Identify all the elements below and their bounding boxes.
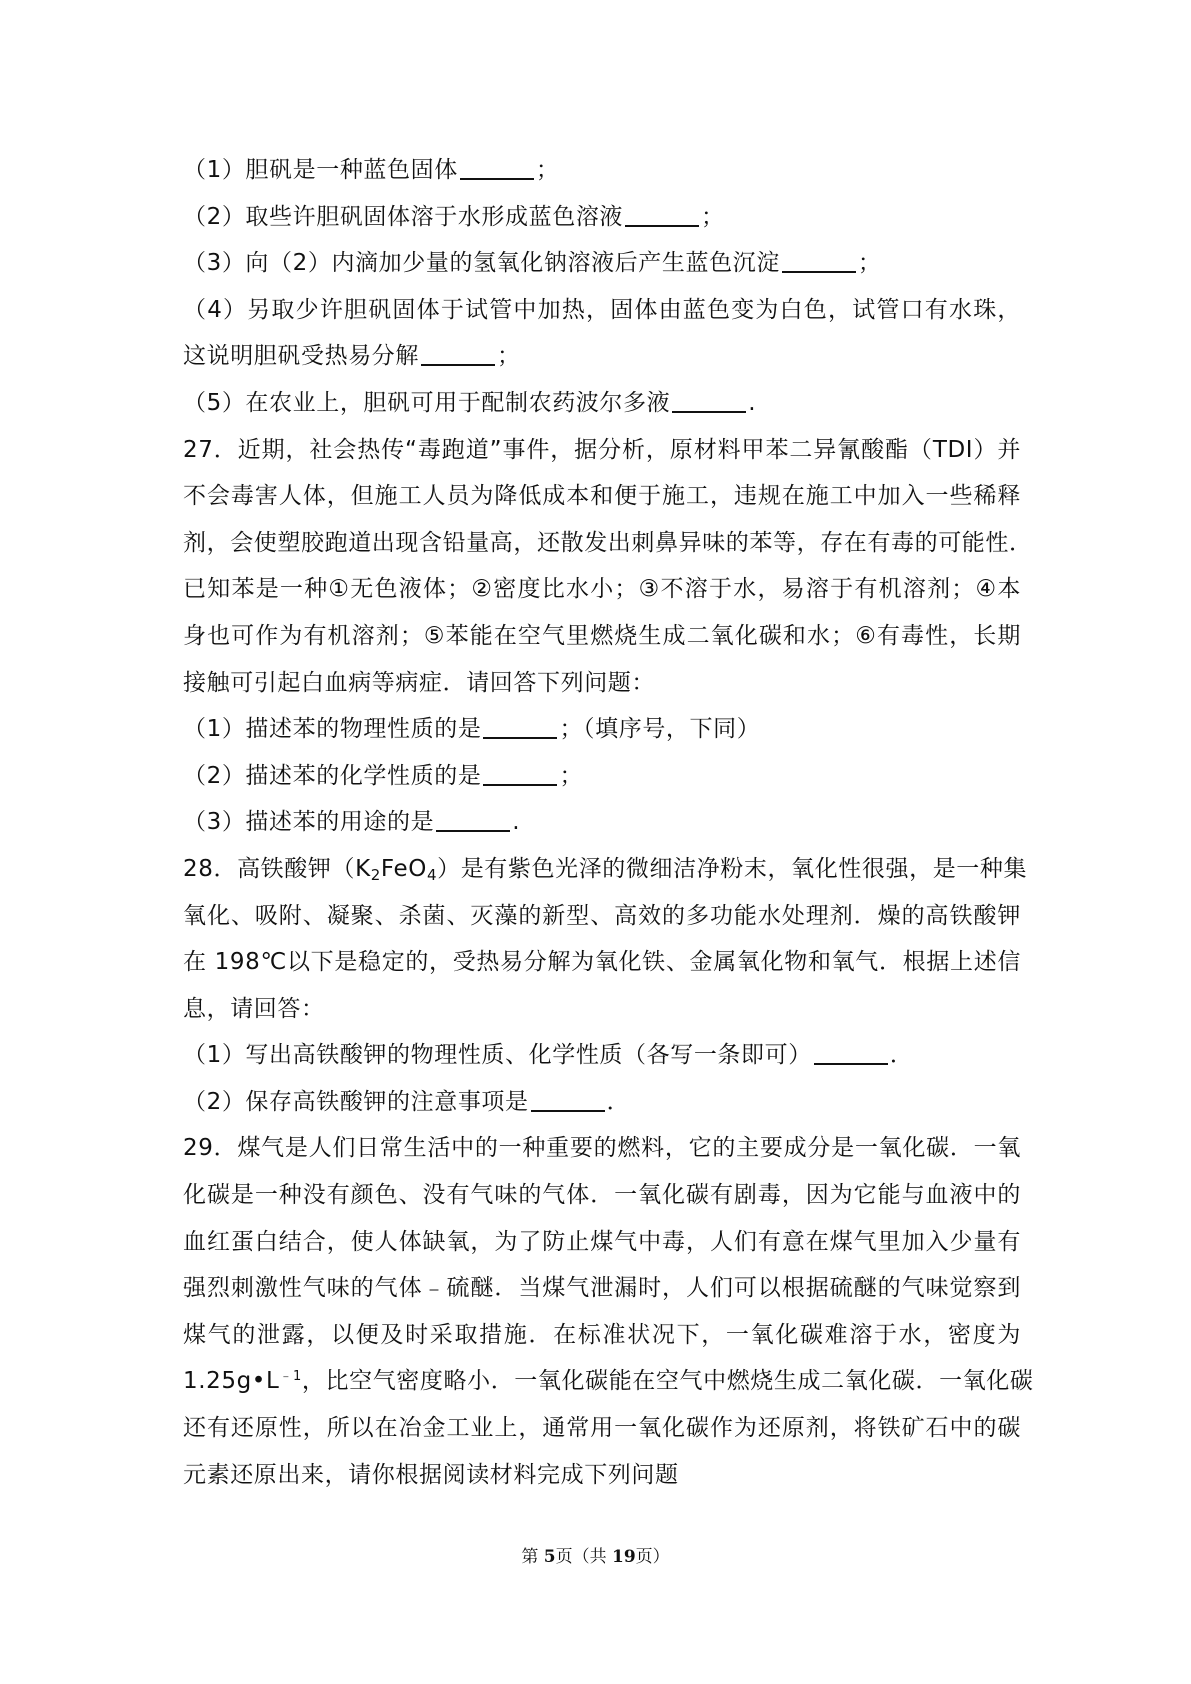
q26-item-1 (183, 147, 1021, 194)
text: ； (701, 203, 725, 230)
text: 页（共 (555, 1547, 612, 1567)
q27-stem-line: 身也可作为有机溶剂；⑤苯能在空气里燃烧生成二氧化碳和水；⑥有毒性，长期 (183, 622, 1021, 649)
q29-stem-line: 强烈刺激性气味的气体﹣硫醚．当煤气泄漏时，人们可以根据硫醚的气味觉察到 (183, 1275, 1021, 1302)
q28-stem-line: 在 198℃以下是稳定的，受热易分解为氧化铁、金属氧化物和氧气．根据上述信 (183, 949, 1021, 976)
text: ； (857, 250, 882, 277)
q27-stem-line: 不会毒害人体，但施工人员为降低成本和便于施工，违规在施工中加入一些稀释 (183, 483, 1021, 510)
text: ． (889, 1042, 914, 1069)
q26-item-3 (183, 240, 1021, 287)
q26-item-2 (183, 194, 1021, 241)
text: （2）描述苯的化学性质的是 (183, 762, 482, 789)
text: ． (606, 1088, 631, 1115)
answer-blank[interactable] (483, 715, 557, 739)
q26-item-4-line1: （4）另取少许胆矾固体于试管中加热，固体由蓝色变为白色，试管口有水珠， (183, 296, 1021, 323)
text: （1）写出高铁酸钾的物理性质、化学性质（各写一条即可） (183, 1042, 812, 1069)
text: . (512, 809, 521, 836)
q27-stem-line: 已知苯是一种①无色液体；②密度比水小；③不溶于水，易溶于有机溶剂；④本 (183, 576, 1021, 603)
q29-stem-line: 29．煤气是人们日常生活中的一种重要的燃料，它的主要成分是一氧化碳．一氧 (183, 1135, 1021, 1162)
text: （5）在农业上，胆矾可用于配制农药波尔多液 (183, 389, 671, 416)
subscript: 2 (370, 865, 381, 884)
answer-blank[interactable] (625, 203, 699, 227)
text: （2）取些许胆矾固体溶于水形成蓝色溶液 (183, 203, 624, 230)
text: 第 (521, 1547, 544, 1567)
text: 这说明胆矾受热易分解 (183, 343, 419, 370)
answer-blank[interactable] (782, 249, 856, 273)
q26-item-4-line2 (183, 333, 1021, 380)
q27-item-3 (183, 799, 1021, 846)
document-body (183, 147, 1034, 1498)
subscript: 4 (426, 865, 438, 884)
text: ，比空气密度略小．一氧化碳能在空气中燃烧生成二氧化碳．一氧化碳 (301, 1368, 1034, 1395)
answer-blank[interactable] (421, 342, 495, 366)
text: ；（填序号，下同） (559, 716, 761, 743)
page-footer (0, 1542, 1191, 1567)
q28-stem-line (183, 846, 1028, 893)
q29-stem-line: 化碳是一种没有颜色、没有气味的气体．一氧化碳有剧毒，因为它能与血液中的 (183, 1182, 1021, 1209)
q29-stem-line: 元素还原出来，请你根据阅读材料完成下列问题 (183, 1461, 679, 1488)
q27-stem-line: 27．近期，社会热传“毒跑道”事件，据分析，原材料甲苯二异氰酸酯（TDI）并 (183, 436, 1021, 463)
q27-stem-line: 接触可引起白血病等病症．请回答下列问题： (183, 669, 655, 696)
superscript: ﹣1 (279, 1369, 302, 1385)
answer-blank[interactable] (531, 1088, 605, 1112)
text: （1）胆矾是一种蓝色固体 (183, 157, 458, 183)
text: （3）描述苯的用途的是 (183, 809, 435, 836)
q27-item-2 (183, 753, 1021, 800)
q29-stem-line: 还有还原性，所以在冶金工业上，通常用一氧化碳作为还原剂，将铁矿石中的碳 (183, 1415, 1021, 1442)
q27-stem-line: 剂，会使塑胶跑道出现含铅量高，还散发出刺鼻异味的苯等，存在有毒的可能性． (183, 529, 1033, 556)
q29-stem-line (183, 1358, 1034, 1405)
text: （2）保存高铁酸钾的注意事项是 (183, 1088, 529, 1115)
page-total: 19 (611, 1547, 636, 1567)
q28-item-1 (183, 1032, 1021, 1079)
answer-blank[interactable] (483, 762, 557, 786)
q28-stem-line: 息，请回答： (183, 995, 325, 1022)
text: 页） (635, 1547, 670, 1567)
text: 28．高铁酸钾（K (183, 855, 371, 882)
text: ； (497, 343, 521, 370)
q26-item-5 (183, 380, 1021, 427)
text: ； (559, 762, 584, 789)
text: . (748, 389, 757, 416)
q28-item-2 (183, 1079, 1021, 1126)
text: FeO (380, 855, 427, 882)
text: ）是有紫色光泽的微细洁净粉末，氧化性很强，是一种集 (437, 855, 1028, 882)
q29-stem-line: 血红蛋白结合，使人体缺氧，为了防止煤气中毒，人们有意在煤气里加入少量有 (183, 1228, 1021, 1255)
text: （3）向（2）内滴加少量的氢氧化钠溶液后产生蓝色沉淀 (183, 250, 780, 277)
text: ； (535, 157, 560, 183)
q29-stem-line: 煤气的泄露，以便及时采取措施．在标准状况下，一氧化碳难溶于水，密度为 (183, 1321, 1021, 1348)
q27-item-1 (183, 706, 1021, 753)
answer-blank[interactable] (814, 1041, 888, 1065)
answer-blank[interactable] (460, 156, 534, 180)
text: 1.25g•L (183, 1368, 280, 1395)
q28-stem-line: 氧化、吸附、凝聚、杀菌、灭藻的新型、高效的多功能水处理剂．燥的高铁酸钾 (183, 902, 1021, 929)
text: （1）描述苯的物理性质的是 (183, 716, 482, 743)
answer-blank[interactable] (672, 389, 746, 413)
answer-blank[interactable] (436, 808, 510, 832)
page-number: 5 (543, 1547, 556, 1567)
